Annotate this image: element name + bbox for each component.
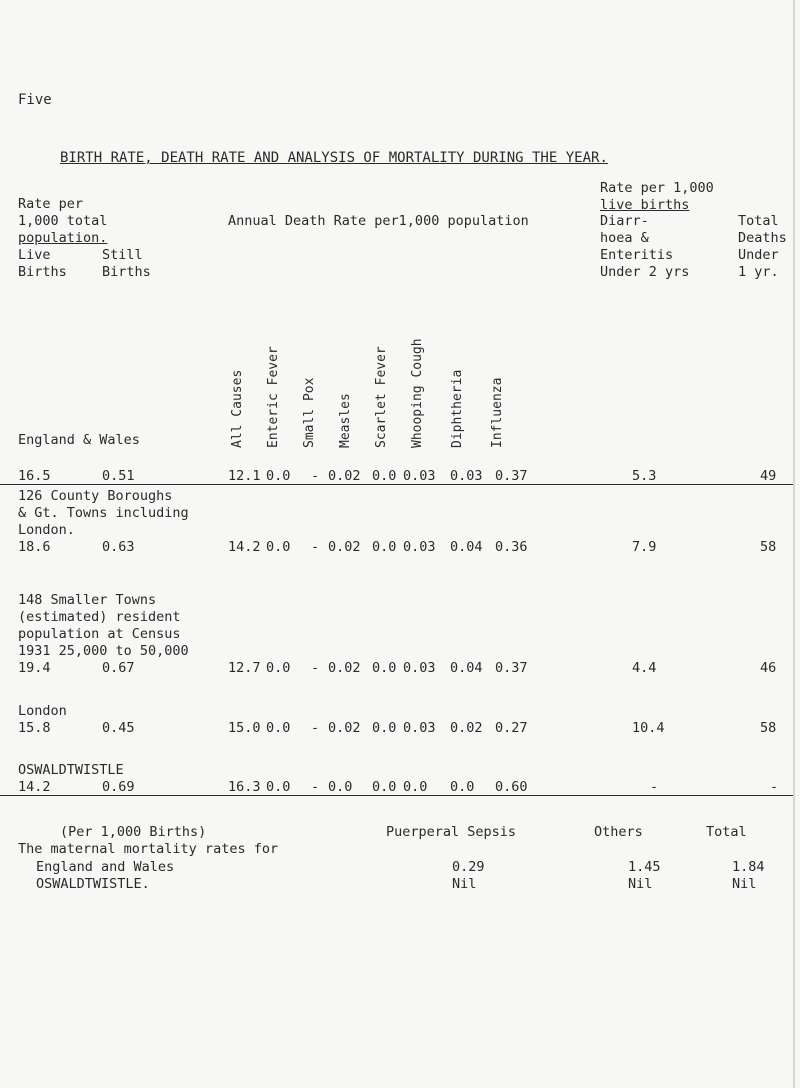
cell-live-births: 14.2: [18, 779, 51, 795]
cell-measles: 0.02: [328, 720, 361, 736]
cell-whooping-cough: 0.03: [403, 660, 436, 676]
maternal-row-label: England and Wales: [36, 859, 175, 875]
cell-diphtheria: 0.03: [450, 468, 483, 484]
hoea-header: hoea &: [600, 230, 649, 246]
cell-influenza: 0.27: [495, 720, 528, 736]
live-births-header: live births: [600, 197, 690, 213]
cell-diarrhoea: 7.9: [632, 539, 657, 555]
cell-small-pox: -: [311, 660, 320, 676]
cell-infant-deaths: 58: [760, 539, 777, 555]
live-births-label: Births: [18, 264, 67, 280]
smaller-towns-label-4: 1931 25,000 to 50,000: [18, 643, 189, 659]
cell-diphtheria: 0.0: [450, 779, 475, 795]
cell-diphtheria: 0.04: [450, 539, 483, 555]
cell-diarrhoea: 10.4: [632, 720, 665, 736]
diarrhoea-header: Diarr-: [600, 213, 649, 229]
cell-still-births: 0.63: [102, 539, 135, 555]
cell-measles: 0.0: [328, 779, 353, 795]
cell-infant-deaths: -: [770, 779, 779, 795]
cell-enteric-fever: 0.0: [266, 468, 291, 484]
page-number: Five: [18, 92, 52, 108]
england-wales-label: England & Wales: [18, 432, 140, 448]
cell-influenza: 0.60: [495, 779, 528, 795]
still-births-label: Births: [102, 264, 151, 280]
rate-per-label: Rate per: [18, 196, 84, 212]
london-label: London: [18, 703, 67, 719]
population-label: population.: [18, 230, 108, 246]
cell-diarrhoea: 4.4: [632, 660, 657, 676]
cell-infant-deaths: 46: [760, 660, 777, 676]
maternal-total-value: Nil: [732, 876, 757, 892]
oswaldtwistle-label: OSWALDTWISTLE: [18, 762, 124, 778]
rate-per-live-births-header: Rate per 1,000: [600, 180, 714, 196]
header-influenza: Influenza: [490, 377, 505, 448]
cell-enteric-fever: 0.0: [266, 779, 291, 795]
cell-whooping-cough: 0.03: [403, 468, 436, 484]
cell-scarlet-fever: 0.0: [372, 720, 397, 736]
cell-all-causes: 14.2: [228, 539, 261, 555]
under-header: Under: [738, 247, 779, 263]
maternal-others-value: 1.45: [628, 859, 661, 875]
under-two-header: Under 2 yrs: [600, 264, 690, 280]
cell-measles: 0.02: [328, 660, 361, 676]
total-population-label: 1,000 total: [18, 213, 108, 229]
cell-enteric-fever: 0.0: [266, 539, 291, 555]
cell-scarlet-fever: 0.0: [372, 779, 397, 795]
cell-all-causes: 12.1: [228, 468, 261, 484]
oswaldtwistle-row-underline: [0, 795, 793, 796]
puerperal-sepsis-header: Puerperal Sepsis: [386, 824, 517, 840]
cell-enteric-fever: 0.0: [266, 660, 291, 676]
cell-small-pox: -: [311, 539, 320, 555]
cell-small-pox: -: [311, 720, 320, 736]
county-boroughs-label: 126 County Boroughs: [18, 488, 173, 504]
cell-whooping-cough: 0.03: [403, 720, 436, 736]
england-row-underline: [0, 484, 793, 485]
cell-influenza: 0.36: [495, 539, 528, 555]
cell-influenza: 0.37: [495, 468, 528, 484]
cell-diphtheria: 0.02: [450, 720, 483, 736]
header-measles: Measles: [338, 393, 353, 448]
cell-all-causes: 16.3: [228, 779, 261, 795]
cell-scarlet-fever: 0.0: [372, 539, 397, 555]
cell-diarrhoea: 5.3: [632, 468, 657, 484]
cell-measles: 0.02: [328, 468, 361, 484]
cell-still-births: 0.67: [102, 660, 135, 676]
header-scarlet-fever: Scarlet Fever: [374, 346, 389, 448]
smaller-towns-label-3: population at Census: [18, 626, 181, 642]
cell-diphtheria: 0.04: [450, 660, 483, 676]
cell-measles: 0.02: [328, 539, 361, 555]
cell-small-pox: -: [311, 468, 320, 484]
maternal-others-value: Nil: [628, 876, 653, 892]
still-label: Still: [102, 247, 143, 263]
county-boroughs-label-3: London.: [18, 522, 75, 538]
maternal-puerperal-value: Nil: [452, 876, 477, 892]
cell-infant-deaths: 58: [760, 720, 777, 736]
cell-all-causes: 12.7: [228, 660, 261, 676]
header-all-causes: All Causes: [230, 369, 245, 448]
total-header: Total: [706, 824, 747, 840]
county-boroughs-label-2: & Gt. Towns including: [18, 505, 189, 521]
smaller-towns-label: 148 Smaller Towns: [18, 592, 157, 608]
deaths-header: Deaths: [738, 230, 787, 246]
others-header: Others: [594, 824, 643, 840]
header-diphtheria: Diphtheria: [450, 369, 465, 448]
cell-live-births: 18.6: [18, 539, 51, 555]
one-year-header: 1 yr.: [738, 264, 779, 280]
cell-still-births: 0.51: [102, 468, 135, 484]
scan-edge-line: [793, 0, 795, 1088]
cell-live-births: 19.4: [18, 660, 51, 676]
cell-influenza: 0.37: [495, 660, 528, 676]
cell-small-pox: -: [311, 779, 320, 795]
enteritis-header: Enteritis: [600, 247, 674, 263]
cell-enteric-fever: 0.0: [266, 720, 291, 736]
header-whooping-cough: Whooping Cough: [410, 338, 425, 448]
cell-live-births: 15.8: [18, 720, 51, 736]
maternal-total-value: 1.84: [732, 859, 765, 875]
cell-whooping-cough: 0.03: [403, 539, 436, 555]
per-births-label: (Per 1,000 Births): [60, 824, 207, 840]
cell-still-births: 0.69: [102, 779, 135, 795]
maternal-intro: The maternal mortality rates for: [18, 841, 279, 857]
smaller-towns-label-2: (estimated) resident: [18, 609, 181, 625]
header-small-pox: Small Pox: [302, 377, 317, 448]
cell-whooping-cough: 0.0: [403, 779, 428, 795]
header-enteric-fever: Enteric Fever: [266, 346, 281, 448]
cell-diarrhoea: -: [650, 779, 659, 795]
cell-all-causes: 15.0: [228, 720, 261, 736]
cell-scarlet-fever: 0.0: [372, 468, 397, 484]
cell-infant-deaths: 49: [760, 468, 777, 484]
cell-scarlet-fever: 0.0: [372, 660, 397, 676]
annual-death-rate-header: Annual Death Rate per1,000 population: [228, 213, 529, 229]
cell-still-births: 0.45: [102, 720, 135, 736]
cell-live-births: 16.5: [18, 468, 51, 484]
live-label: Live: [18, 247, 51, 263]
maternal-row-label: OSWALDTWISTLE.: [36, 876, 150, 892]
page-title: BIRTH RATE, DEATH RATE AND ANALYSIS OF MORTALITY DURING THE YEAR.: [60, 150, 608, 166]
maternal-puerperal-value: 0.29: [452, 859, 485, 875]
total-header: Total: [738, 213, 779, 229]
